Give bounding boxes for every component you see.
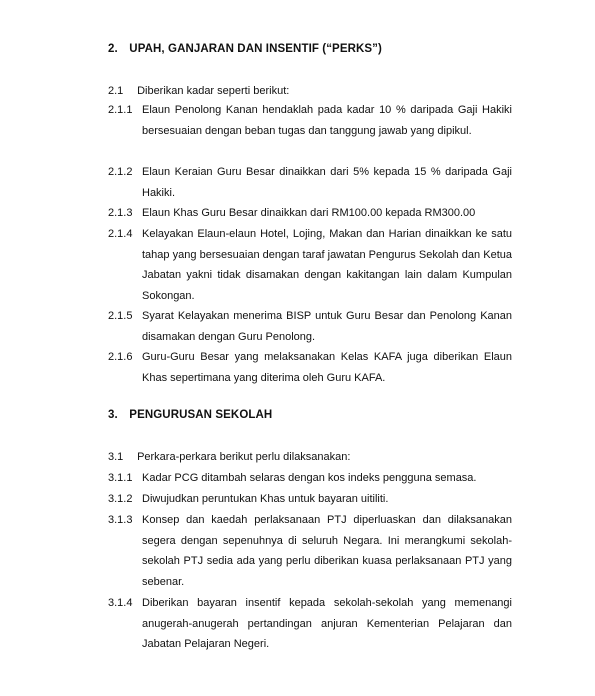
list-item bbox=[108, 510, 512, 592]
item-number: 2.1.1 bbox=[108, 104, 133, 116]
item-number: 3.1.4 bbox=[108, 597, 133, 609]
list-item bbox=[108, 100, 512, 141]
list-item bbox=[108, 489, 512, 510]
list-item bbox=[108, 468, 512, 489]
item-number: 2.1.3 bbox=[108, 207, 133, 219]
section-3-heading bbox=[108, 409, 272, 421]
item-number: 2.1.4 bbox=[108, 228, 133, 240]
list-item bbox=[108, 162, 512, 203]
section-3-intro bbox=[108, 451, 350, 463]
intro-text: Diberikan kadar seperti berikut: bbox=[137, 85, 290, 97]
item-text: Diberikan bayaran insentif kepada sekolah-sekolah yang memenangi anugerah-anugerah pertandingan anjuran Kementerian Pelajaran dan Jabatan Pelajaran Negeri. bbox=[142, 597, 512, 651]
section-3-title: PENGURUSAN SEKOLAH bbox=[129, 409, 273, 421]
item-number: 2.1.2 bbox=[108, 166, 133, 178]
intro-text: Perkara-perkara berikut perlu dilaksanakan: bbox=[137, 451, 351, 463]
item-number: 3.1.2 bbox=[108, 493, 133, 505]
section-2-title: UPAH, GANJARAN DAN INSENTIF (“PERKS”) bbox=[129, 43, 382, 55]
list-item bbox=[108, 593, 512, 655]
intro-number: 3.1 bbox=[108, 451, 124, 463]
item-number: 3.1.1 bbox=[108, 472, 133, 484]
intro-number: 2.1 bbox=[108, 85, 124, 97]
item-text: Elaun Keraian Guru Besar dinaikkan dari 5% kepada 15 % daripada Gaji Hakiki. bbox=[142, 166, 512, 199]
section-2-intro bbox=[108, 85, 289, 97]
section-2-number: 2. bbox=[108, 43, 118, 55]
list-item bbox=[108, 306, 512, 347]
item-text: Konsep dan kaedah perlaksanaan PTJ diperluaskan dan dilaksanakan segera dengan sepenuhnya di seluruh Negara. Ini merangkumi sekolah-sekolah PTJ sedia ada yang perlu diberikan kuasa perlaksanaan PTJ yang sebenar. bbox=[142, 514, 512, 588]
item-number: 2.1.5 bbox=[108, 310, 133, 322]
list-item bbox=[108, 347, 512, 388]
item-number: 3.1.3 bbox=[108, 514, 133, 526]
item-text: Kelayakan Elaun-elaun Hotel, Lojing, Makan dan Harian dinaikkan ke satu tahap yang bersesuaian dengan taraf jawatan Pengurus Sekolah dan Ketua Jabatan yakni tidak disamakan dengan kakitangan lain dalam Kumpulan Sokongan. bbox=[142, 228, 512, 302]
item-number: 2.1.6 bbox=[108, 351, 133, 363]
item-text: Diwujudkan peruntukan Khas untuk bayaran uitiliti. bbox=[142, 493, 389, 505]
section-2-heading bbox=[108, 43, 382, 55]
item-text: Kadar PCG ditambah selaras dengan kos indeks pengguna semasa. bbox=[142, 472, 477, 484]
item-text: Elaun Khas Guru Besar dinaikkan dari RM100.00 kepada RM300.00 bbox=[142, 207, 476, 219]
item-text: Guru-Guru Besar yang melaksanakan Kelas KAFA juga diberikan Elaun Khas sepertimana yang diterima oleh Guru KAFA. bbox=[142, 351, 512, 384]
section-3-number: 3. bbox=[108, 409, 118, 421]
list-item bbox=[108, 203, 512, 224]
item-text: Elaun Penolong Kanan hendaklah pada kadar 10 % daripada Gaji Hakiki bersesuaian dengan beban tugas dan tanggung jawab yang dipikul. bbox=[142, 104, 512, 137]
item-text: Syarat Kelayakan menerima BISP untuk Guru Besar dan Penolong Kanan disamakan dengan Guru Penolong. bbox=[142, 310, 512, 343]
list-item bbox=[108, 224, 512, 306]
